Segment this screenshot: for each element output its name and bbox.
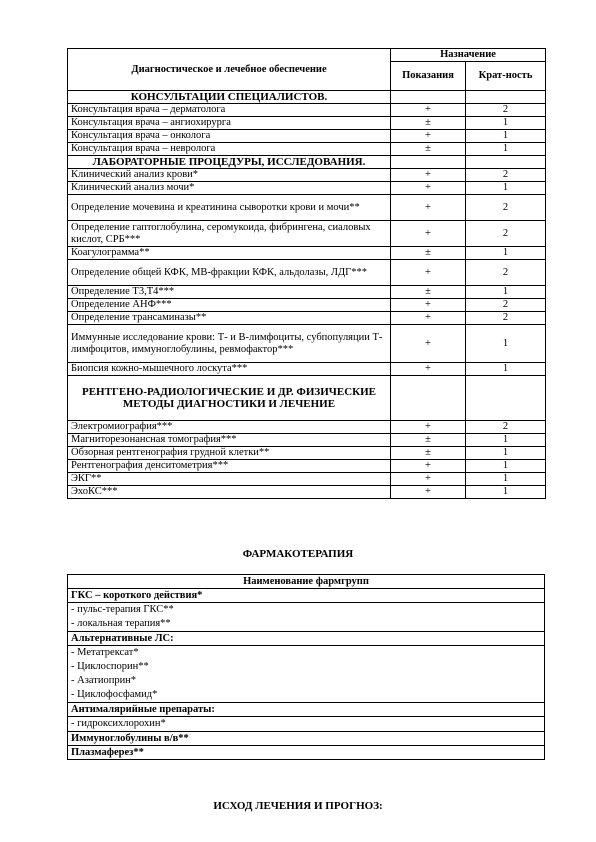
procedure-name: Клинический анализ мочи* <box>68 182 391 195</box>
pharma-items-row <box>68 646 545 703</box>
procedure-name: Консультация врача – невролога <box>68 143 391 156</box>
table-row <box>68 182 546 195</box>
procedure-name: Рентгенография денситометрия*** <box>68 460 391 473</box>
section-ind-empty <box>391 91 466 104</box>
frequency-cell: 1 <box>466 473 546 486</box>
indication-cell: + <box>391 195 466 221</box>
pharma-item: - локальная терапия** <box>71 618 171 629</box>
section-freq-empty <box>466 91 546 104</box>
section-freq-empty <box>466 156 546 169</box>
frequency-cell: 1 <box>466 286 546 299</box>
pharma-group-title: ГКС – короткого действия* <box>68 589 545 603</box>
procedure-name: ЭКГ** <box>68 473 391 486</box>
pharma-item: - Азатиоприн* <box>71 675 137 686</box>
header-pharma-groups: Наименование фармгрупп <box>68 575 545 589</box>
procedure-name: Консультация врача – онколога <box>68 130 391 143</box>
indication-cell: ± <box>391 447 466 460</box>
frequency-cell: 2 <box>466 421 546 434</box>
pharma-group-row <box>68 732 545 746</box>
frequency-cell: 2 <box>466 169 546 182</box>
section-title: ЛАБОРАТОРНЫЕ ПРОЦЕДУРЫ, ИССЛЕДОВАНИЯ. <box>68 156 391 169</box>
frequency-cell: 2 <box>466 312 546 325</box>
indication-cell: + <box>391 421 466 434</box>
table-row <box>68 447 546 460</box>
table-row <box>68 460 546 473</box>
pharma-items-row <box>68 717 545 732</box>
table-row <box>68 434 546 447</box>
header-indications: Показания <box>391 62 466 91</box>
frequency-cell: 1 <box>466 143 546 156</box>
procedure-name: Клинический анализ крови* <box>68 169 391 182</box>
section-row <box>68 91 546 104</box>
header-frequency: Крат-ность <box>466 62 546 91</box>
frequency-cell: 1 <box>466 486 546 499</box>
header-assignment: Назначение <box>391 49 546 62</box>
frequency-cell: 2 <box>466 195 546 221</box>
indication-cell: + <box>391 260 466 286</box>
procedure-name: Консультация врача – дерматолога <box>68 104 391 117</box>
section-freq-empty <box>466 376 546 421</box>
indication-cell: + <box>391 460 466 473</box>
pharma-item: - Метатрексат* <box>71 647 139 658</box>
pharma-group-title: Иммуноглобулины в/в** <box>68 732 545 746</box>
indication-cell: + <box>391 169 466 182</box>
indication-cell: + <box>391 473 466 486</box>
pharma-group-row <box>68 589 545 603</box>
procedure-name: Консультация врача – ангиохирурга <box>68 117 391 130</box>
procedure-name: Определение АНФ*** <box>68 299 391 312</box>
procedure-name: Коагулограмма** <box>68 247 391 260</box>
pharma-items-cell <box>68 717 545 732</box>
frequency-cell: 1 <box>466 117 546 130</box>
procedure-name: Определение общей КФК, МВ-фракции КФК, альдолазы, ЛДГ*** <box>68 260 391 286</box>
table-row <box>68 104 546 117</box>
frequency-cell: 2 <box>466 299 546 312</box>
indication-cell: + <box>391 325 466 363</box>
frequency-cell: 1 <box>466 247 546 260</box>
table-row <box>68 195 546 221</box>
table-row <box>68 421 546 434</box>
pharma-item: - гидроксихлорохин* <box>71 718 166 729</box>
pharma-group-title: Плазмаферез** <box>68 746 545 760</box>
table-row <box>68 221 546 247</box>
indication-cell: + <box>391 312 466 325</box>
indication-cell: + <box>391 486 466 499</box>
table-row <box>68 363 546 376</box>
indication-cell: + <box>391 299 466 312</box>
pharmacotherapy-heading: ФАРМАКОТЕРАПИЯ <box>242 548 354 560</box>
indication-cell: ± <box>391 434 466 447</box>
frequency-cell: 1 <box>466 130 546 143</box>
indication-cell: ± <box>391 117 466 130</box>
table-row <box>68 473 546 486</box>
section-row <box>68 376 546 421</box>
table-row <box>68 325 546 363</box>
indication-cell: ± <box>391 143 466 156</box>
frequency-cell: 1 <box>466 363 546 376</box>
indication-cell: + <box>391 130 466 143</box>
table-row <box>68 299 546 312</box>
pharma-group-row <box>68 632 545 646</box>
indication-cell: + <box>391 104 466 117</box>
procedure-name: Иммунные исследование крови: Т- и В-лимфоциты, субпопуляции Т-лимфоцитов, иммуноглобулины, ревмофактор*** <box>68 325 391 363</box>
pharma-item: - Циклофосфамид* <box>71 689 158 700</box>
frequency-cell: 1 <box>466 447 546 460</box>
section-row <box>68 156 546 169</box>
table-row <box>68 247 546 260</box>
pharma-items-cell <box>68 603 545 632</box>
table-row <box>68 312 546 325</box>
table-row <box>68 117 546 130</box>
header-diagnostic: Диагностическое и лечебное обеспечение <box>68 49 391 91</box>
procedure-name: Определение гаптоглобулина, серомукоида, фибрингена, сиаловых кислот, СРБ*** <box>68 221 391 247</box>
procedure-name: Определение мочевина и креатинина сыворотки крови и мочи** <box>68 195 391 221</box>
outcome-heading: ИСХОД ЛЕЧЕНИЯ И ПРОГНОЗ: <box>213 800 383 812</box>
table-row <box>68 143 546 156</box>
pharma-groups-table <box>67 574 545 760</box>
pharma-item: - Циклоспорин** <box>71 661 149 672</box>
indication-cell: + <box>391 182 466 195</box>
procedure-name: Обзорная рентгенография грудной клетки** <box>68 447 391 460</box>
diagnostic-table <box>67 48 546 499</box>
pharma-item: - пульс-терапия ГКС** <box>71 604 174 615</box>
frequency-cell: 2 <box>466 260 546 286</box>
frequency-cell: 1 <box>466 182 546 195</box>
indication-cell: ± <box>391 247 466 260</box>
frequency-cell: 1 <box>466 434 546 447</box>
procedure-name: Магниторезонансная томография*** <box>68 434 391 447</box>
table-row <box>68 130 546 143</box>
pharma-group-title: Антималярийные препараты: <box>68 703 545 717</box>
indication-cell: + <box>391 221 466 247</box>
section-ind-empty <box>391 156 466 169</box>
pharma-group-row <box>68 703 545 717</box>
indication-cell: ± <box>391 286 466 299</box>
frequency-cell: 1 <box>466 325 546 363</box>
indication-cell: + <box>391 363 466 376</box>
pharma-items-cell <box>68 646 545 703</box>
procedure-name: ЭхоКС*** <box>68 486 391 499</box>
section-title: КОНСУЛЬТАЦИИ СПЕЦИАЛИСТОВ. <box>68 91 391 104</box>
table-row <box>68 286 546 299</box>
table-row <box>68 260 546 286</box>
table-row <box>68 486 546 499</box>
procedure-name: Электромиография*** <box>68 421 391 434</box>
section-title: РЕНТГЕНО-РАДИОЛОГИЧЕСКИЕ И ДР. ФИЗИЧЕСКИЕ МЕТОДЫ ДИАГНОСТИКИ И ЛЕЧЕНИЕ <box>68 376 391 421</box>
section-ind-empty <box>391 376 466 421</box>
procedure-name: Определение Т3,Т4*** <box>68 286 391 299</box>
frequency-cell: 2 <box>466 104 546 117</box>
pharma-group-title: Альтернативные ЛС: <box>68 632 545 646</box>
frequency-cell: 1 <box>466 460 546 473</box>
procedure-name: Определение трансаминазы** <box>68 312 391 325</box>
procedure-name: Биопсия кожно-мышечного лоскута*** <box>68 363 391 376</box>
frequency-cell: 2 <box>466 221 546 247</box>
pharma-group-row <box>68 746 545 760</box>
pharma-items-row <box>68 603 545 632</box>
table-row <box>68 169 546 182</box>
